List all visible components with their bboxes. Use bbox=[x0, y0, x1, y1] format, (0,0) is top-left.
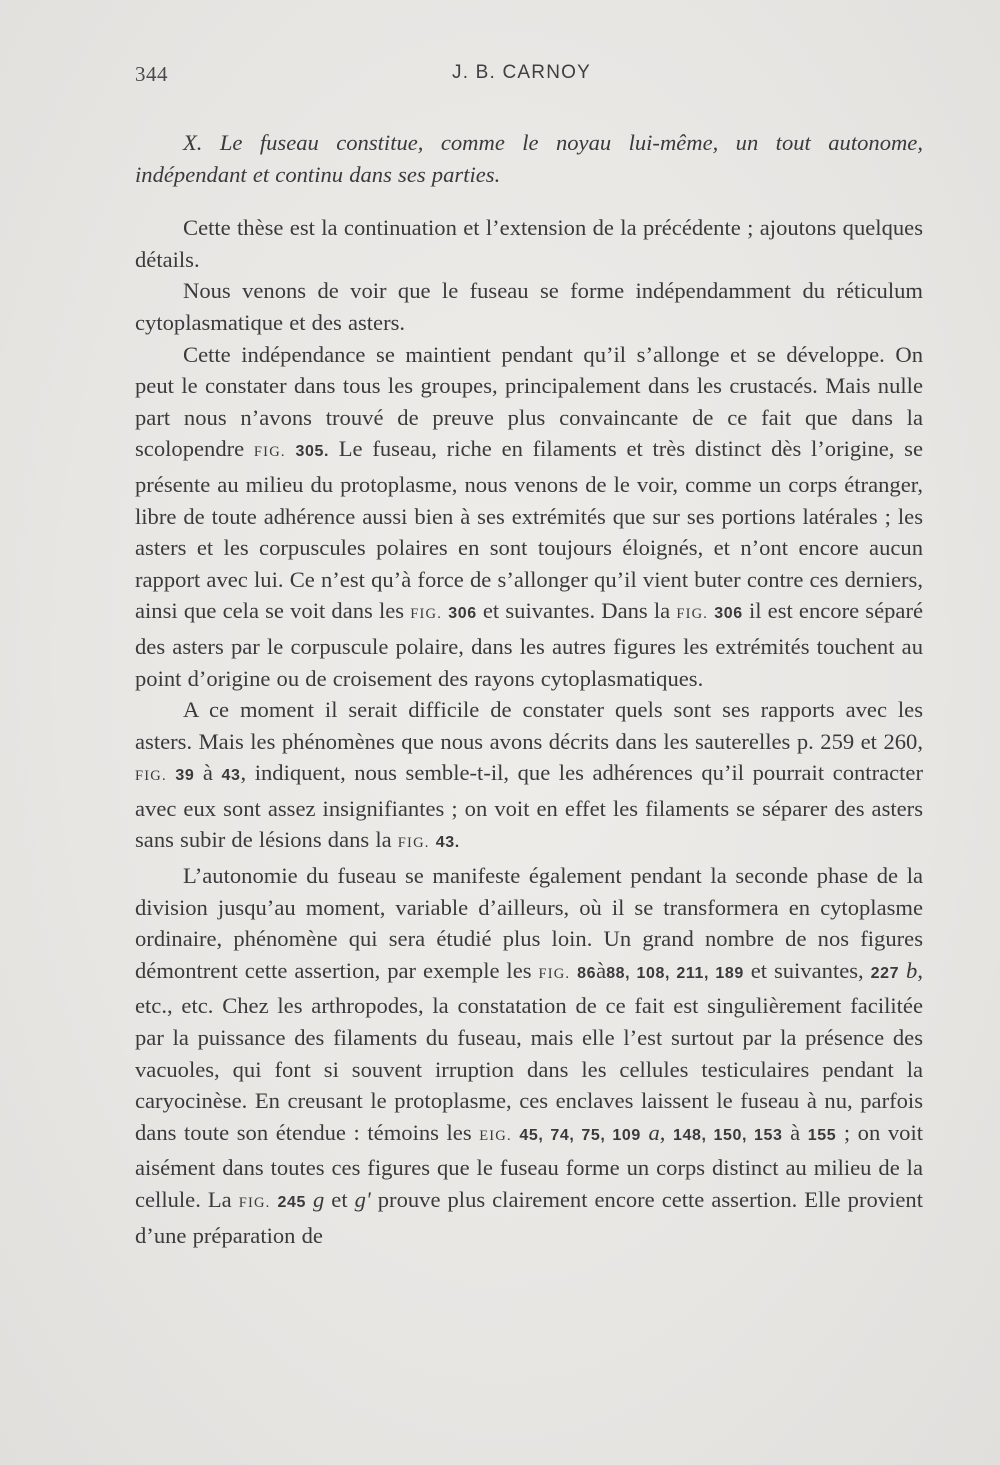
figure-abbrev: FIG. bbox=[538, 965, 571, 982]
text-run: à bbox=[782, 1119, 808, 1145]
figure-reference: 43. bbox=[435, 834, 460, 852]
text-run: à bbox=[194, 760, 222, 786]
figure-reference: 306 bbox=[714, 605, 743, 623]
text-run bbox=[899, 958, 906, 983]
text-run: A ce moment il serait difficile de constater quels sont ses rapports avec les asters. Mais les phénomènes que nous avons décrits dans les sauterelles p. 259 et 260, bbox=[135, 697, 923, 754]
figure-abbrev: EIG. bbox=[479, 1127, 512, 1144]
text-run: Cette indépendance se maintient pendant qu’il s’allonge et se développe. On peut le constater dans tous les groupes, principalement dans les crustacés. Mais nulle part nous n’avons trouvé de preuve plus convaincante de ce fait que dans la scolopendre bbox=[135, 341, 923, 462]
text-run: , indiquent, nous semble-t-il, que les adhérences qu’il pourrait contracter avec eux sont assez insignifiantes ; on voit en effet les filaments se séparer des asters sans subir de lésions dans la bbox=[135, 760, 923, 853]
figure-reference: 155 bbox=[807, 1126, 837, 1144]
text-run: prouve plus clairement encore cette assertion. Elle provient d’une préparation de bbox=[135, 1187, 923, 1248]
text-run: il est encore séparé des asters par le corpuscule polaire, dans les autres figures les extrémités touchent au point d’origine ou de croisement des rayons cytoplasmatiques. bbox=[135, 598, 923, 691]
text-run: et suivantes, bbox=[743, 957, 871, 983]
figure-reference: 148, 150, 153 bbox=[673, 1126, 783, 1144]
text-run: et suivantes. Dans la bbox=[476, 598, 677, 624]
running-head-author: J. B. CARNOY bbox=[452, 62, 591, 83]
paragraph bbox=[135, 212, 923, 275]
text-run: X. Le fuseau constitue, comme le noyau lui-même, un tout autonome, indépendant et continu dans ses parties. bbox=[135, 130, 923, 187]
figure-reference: 88, 108, 211, 189 bbox=[606, 964, 744, 982]
text-body bbox=[135, 127, 923, 1251]
paragraph bbox=[135, 275, 923, 338]
text-run: , bbox=[659, 1119, 674, 1145]
text-run: et bbox=[324, 1187, 355, 1212]
figure-reference: 39 bbox=[175, 767, 195, 785]
text-run bbox=[641, 1120, 649, 1145]
figure-abbrev: FIG. bbox=[676, 606, 709, 623]
paragraph bbox=[135, 860, 923, 1251]
paragraph bbox=[135, 339, 923, 695]
text-run: Le fuseau, riche en filaments et très distinct dès l’origine, se présente au milieu du protoplasme, nous venons de le voir, comme un corps étranger, libre de toute adhérence aussi bien à ses extrémités que sur ses portions latérales ; les asters et les corpuscules polaires en sont toujours éloignés, et n’ont encore aucun rapport avec lui. Ce n’est qu’à force de s’allonger qu’il vient buter contre ces derniers, ainsi que cela se voit dans les bbox=[135, 436, 923, 624]
figure-reference: 305. bbox=[295, 443, 329, 461]
figure-reference: 306 bbox=[448, 605, 477, 623]
text-run bbox=[286, 436, 296, 461]
figure-reference: 45, 74, 75, 109 bbox=[519, 1126, 641, 1144]
text-run: L’autonomie du fuseau se manifeste également pendant la seconde phase de la division jusqu’au moment, variable d’ailleurs, où il se transformera en cytoplasme ordinaire, phénomène qui sera étudié plus loin. Un grand nombre de nos figures démontrent cette assertion, par exemple les bbox=[135, 863, 923, 983]
text-run: ; on voit aisément dans toutes ces figures que le fuseau forme un corps distinct au milieu de la cellule. La bbox=[135, 1119, 924, 1212]
text-run: Nous venons de voir que le fuseau se forme indépendamment du réticulum cytoplasmatique et des asters. bbox=[135, 278, 923, 335]
figure-abbrev: FIG. bbox=[410, 606, 443, 623]
italic-letter: b bbox=[906, 957, 918, 983]
thesis-statement bbox=[135, 127, 923, 190]
figure-reference: 227 bbox=[870, 964, 900, 982]
figure-reference: 245 bbox=[277, 1194, 306, 1211]
italic-letter: a bbox=[648, 1119, 660, 1145]
text-run bbox=[306, 1187, 313, 1212]
italic-letter: g bbox=[313, 1187, 325, 1212]
figure-reference: 86 bbox=[577, 964, 597, 982]
figure-abbrev: FIG. bbox=[253, 444, 286, 461]
italic-letter: g' bbox=[354, 1187, 371, 1212]
paragraph bbox=[135, 694, 923, 860]
text-run: à bbox=[596, 957, 607, 983]
page-number: 344 bbox=[135, 62, 168, 86]
running-header bbox=[0, 62, 1000, 92]
figure-reference: 43 bbox=[221, 767, 241, 785]
figure-abbrev: FIG. bbox=[238, 1195, 271, 1211]
figure-abbrev: FIG. bbox=[397, 835, 430, 852]
text-run: , etc., etc. Chez les arthropodes, la constatation de ce fait est singulièrement facilitée par la puissance des filaments du fuseau, mais elle l’est surtout par la présence des vacuoles, qui font si souvent irruption dans les cellules testiculaires pendant la caryocinèse. En creusant le protoplasme, ces enclaves laissent le fuseau à nu, parfois dans toute son étendue : témoins les bbox=[135, 957, 923, 1145]
text-run: Cette thèse est la continuation et l’extension de la précédente ; ajoutons quelques détails. bbox=[135, 215, 923, 272]
text-run bbox=[271, 1187, 278, 1212]
figure-abbrev: FIG. bbox=[135, 768, 167, 785]
